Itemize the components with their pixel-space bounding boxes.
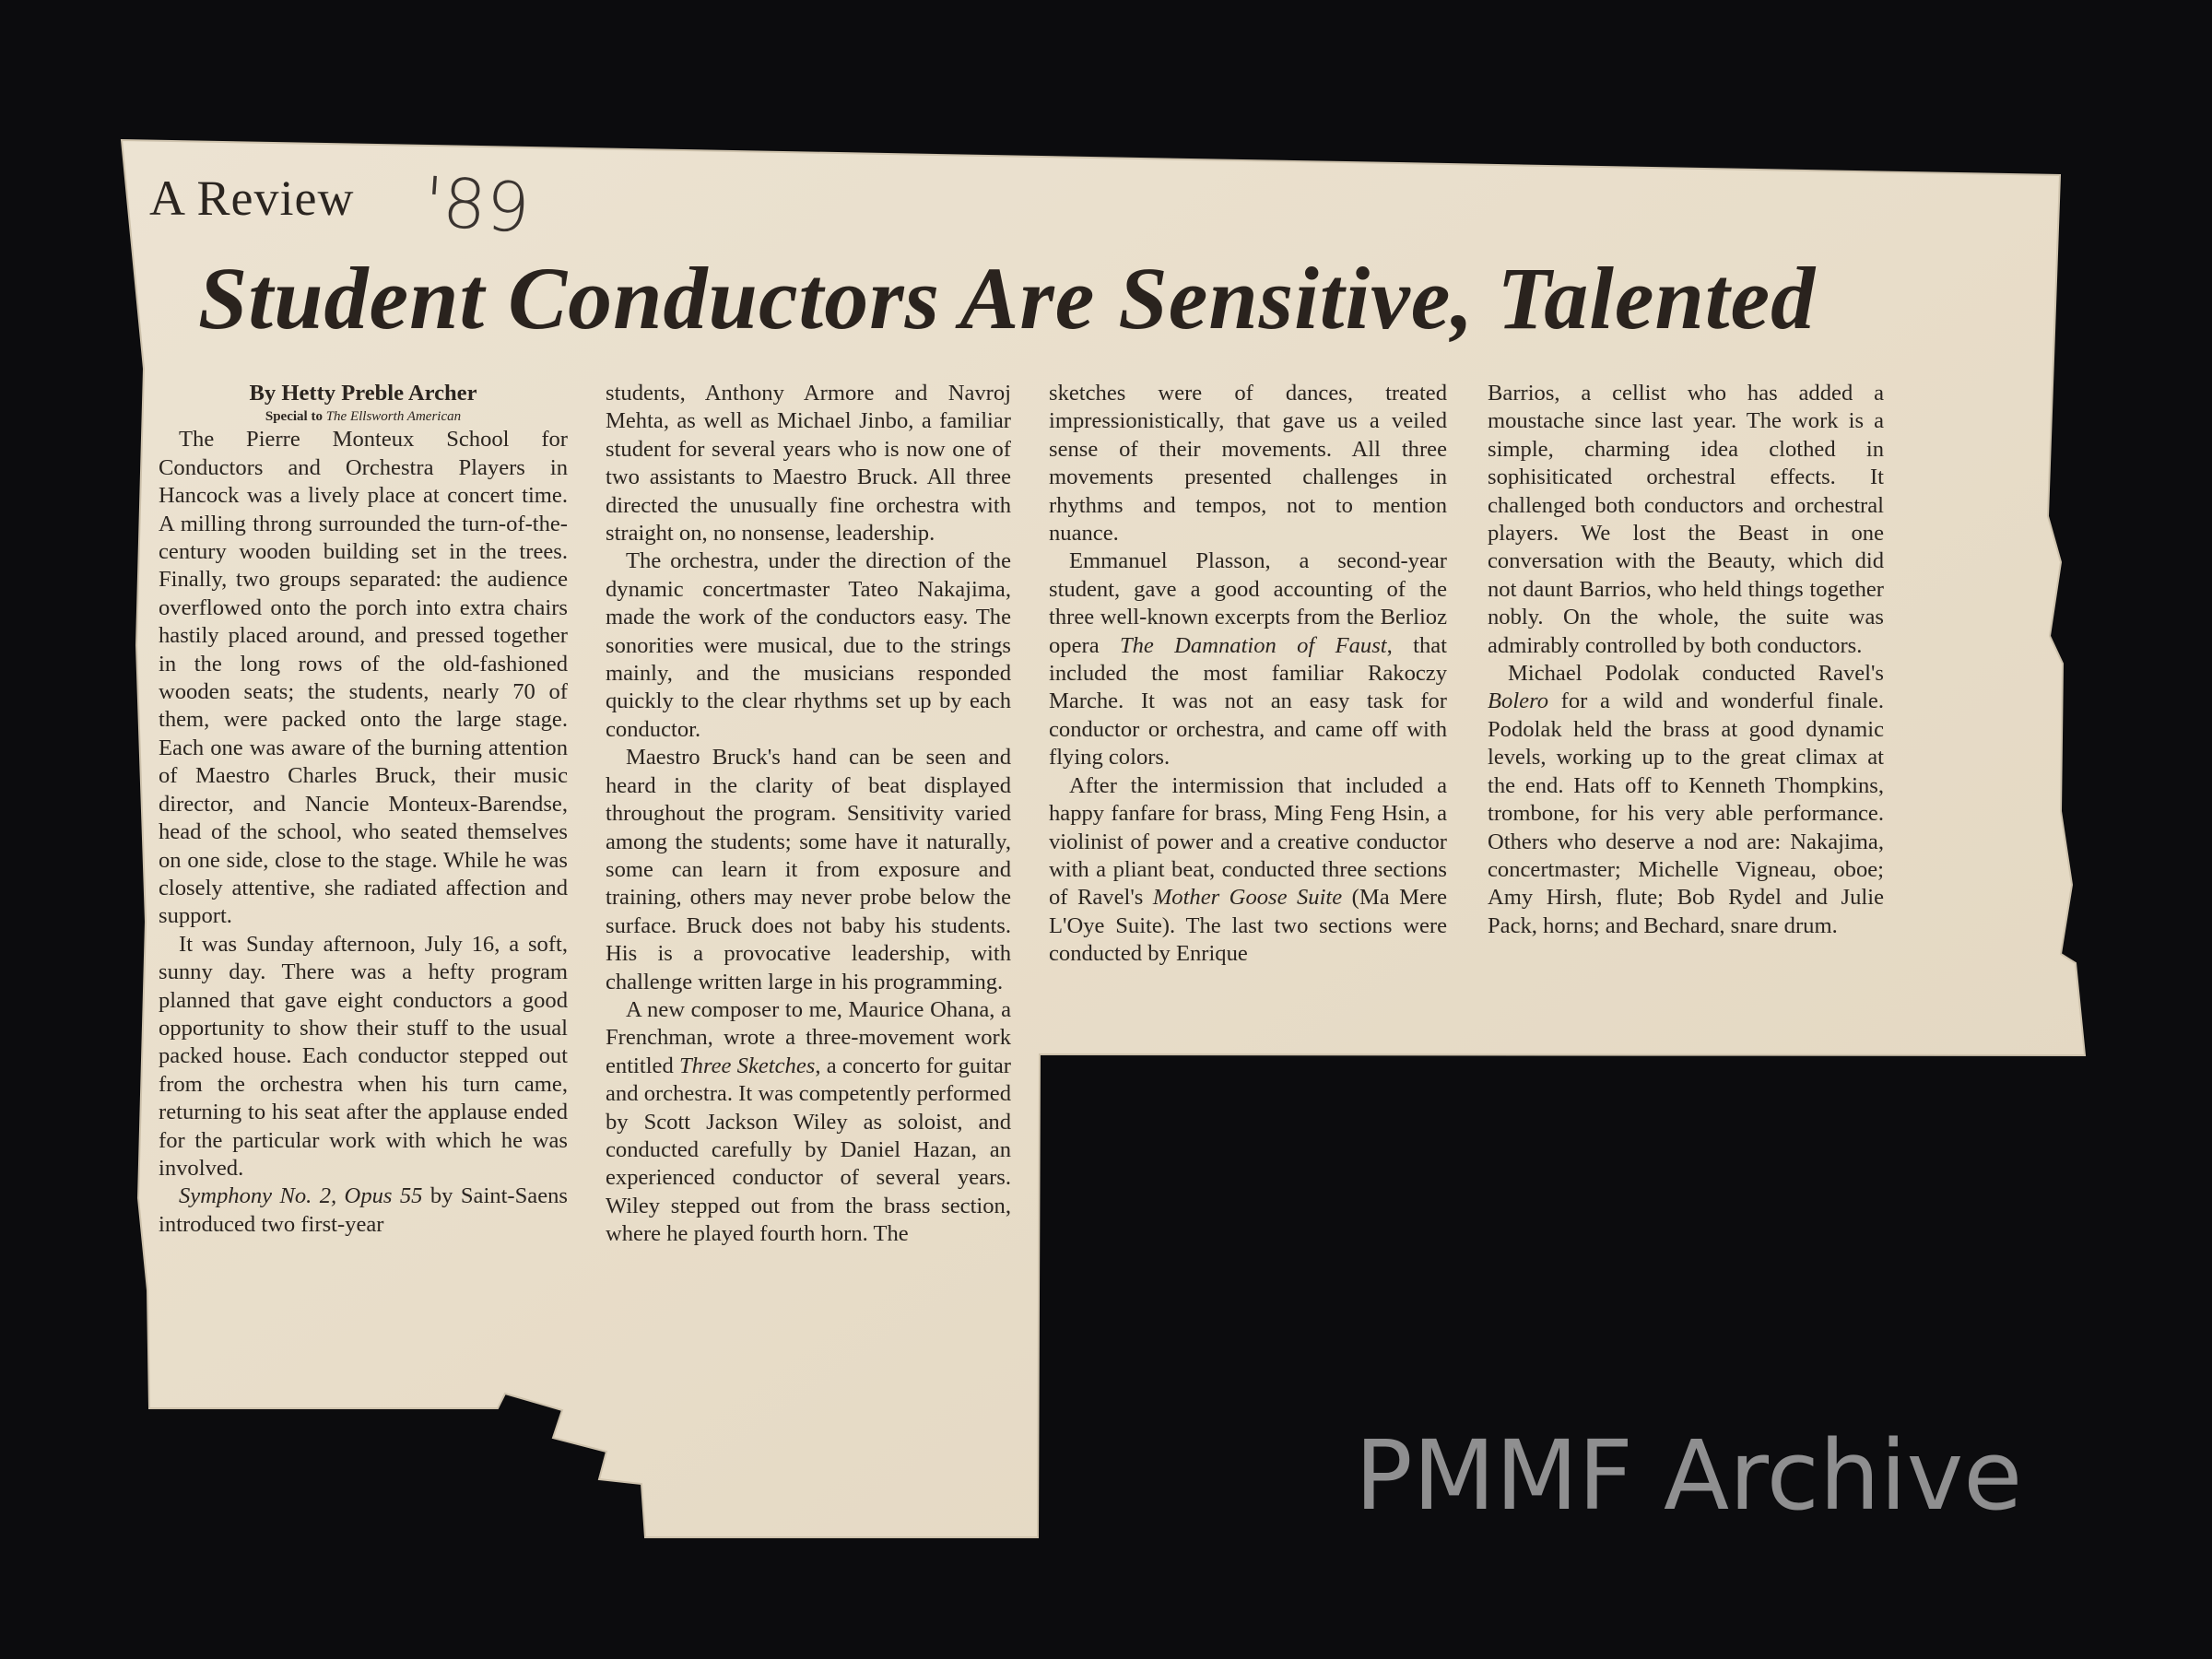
work-title: Bolero [1488,688,1549,714]
work-title: The Damnation of Faust [1119,632,1387,658]
paragraph-text: Michael Podolak conducted Ravel's [1508,661,1884,687]
publication-name: The Ellsworth American [325,409,462,425]
paragraph [606,996,1011,1249]
work-title: Three Sketches [678,1053,816,1078]
special-prefix: Special to [265,409,323,425]
article-column-2 [606,380,1011,1249]
special-credit [159,407,568,426]
paragraph-text: (Ma Mere L'Oye Suite). The last two sections were conducted by Enrique [1049,885,1447,967]
article-column-4 [1488,380,1884,940]
paragraph: students, Anthony Armore and Navroj Mehta, as well as Michael Jinbo, a familiar student for several years who is now one of two assistants to Maestro Bruck. All three directed the unusually fine orchestra with straight on, no nonsense, leadership. [606,381,1011,547]
paragraph-text: Emmanuel Plasson, a second-year student, gave a good accounting of the three well-known excerpts from the Berlioz opera [1049,548,1447,658]
section-kicker: A Review [149,171,355,226]
paragraph-text: , that included the most familiar Rakoczy Marche. It was not an easy task for conductor or orchestra, and came off with flying colors. [1049,632,1447,771]
paragraph [1049,547,1447,771]
paragraph: Barrios, a cellist who has added a moustache since last year. The work is a simple, charming idea clothed in sophisiticated orchestral effects. It challenged both conductors and orchestral players. We lost the Beast in one conversation with the Beauty, which did not daunt Barrios, who held things together nobly. On the whole, the suite was admirably controlled by both conductors. [1488,381,1884,658]
paragraph [159,1182,568,1239]
paragraph: The orchestra, under the direction of the dynamic concertmaster Tateo Nakajima, made the work of the conductors easy. The sonorities were musical, due to the strings mainly, and the musicians responded quickly to the clear rhythms set up by each conductor. [606,548,1011,742]
paragraph: It was Sunday afternoon, July 16, a soft, sunny day. There was a hefty program planned that gave eight conductors a good opportunity to show their stuff to the usual packed house. Each conductor stepped out from the orchestra when his turn came, returning to his seat after the applause ended for the particular work with which he was involved. [159,931,568,1181]
paragraph-text: by Saint-Saens introduced two first-year [159,1183,568,1237]
handwritten-year: '89 [421,162,533,249]
byline: By Hetty Preble Archer [249,381,477,406]
paragraph-text: for a wild and wonderful finale. Podolak held the brass at good dynamic levels, working up to the great climax at the end. Hats off to Kenneth Thompkins, trombone, for his very able performance. Others who deserve a nod are: Nakajima, concertmaster; Michelle Vigneau, oboe; Amy Hirsh, flute; Bob Rydel and Julie Pack, horns; and Bechard, snare drum. [1488,688,1884,938]
paragraph: The Pierre Monteux School for Conductors and Orchestra Players in Hancock was a lively place at concert time. A milling throng surrounded the turn-of-the-century wooden building set in the trees. Finally, two groups separated: the audience overflowed onto the porch into extra chairs hastily placed around, and pressed together in the long rows of the old-fashioned wooden seats; the students, nearly 70 of them, were packed onto the large stage. Each one was aware of the burning attention of Maestro Charles Bruck, their music director, and Nancie Monteux-Barendse, head of the school, who seated themselves on one side, close to the stage. While he was closely attentive, she radiated affection and support. [159,427,568,929]
paragraph-text: , a concerto for guitar and orchestra. It was competently performed by Scott Jackson Wiley as soloist, and conducted carefully by Daniel Hazan, an experienced conductor of several years. Wiley stepped out from the brass section, where he played fourth horn. The [606,1053,1011,1247]
archive-watermark: PMMF Archive [1355,1419,2023,1532]
article-column-3 [1049,380,1447,969]
paragraph: Maestro Bruck's hand can be seen and heard in the clarity of beat displayed throughout the program. Sensitivity varied among the students; some have it naturally, some can learn it from exposure and training, others may never probe below the surface. Bruck does not baby his students. His is a provocative leadership, with challenge written large in his programming. [606,745,1011,994]
paragraph-text: After the intermission that included a happy fanfare for brass, Ming Feng Hsin, a violinist of power and a creative conductor with a pliant beat, conducted three sections of Ravel's [1049,772,1447,911]
work-title: Mother Goose Suite [1152,885,1343,911]
work-title: Symphony No. 2, Opus 55 [179,1183,423,1209]
paragraph: sketches were of dances, treated impressionistically, that gave us a veiled sense of their movements. All three movements presented challenges in rhythms and tempos, not to mention nuance. [1049,381,1447,547]
article-column-1 [159,380,568,1239]
paragraph-text: A new composer to me, Maurice Ohana, a Frenchman, wrote a three-movement work entitled [606,996,1011,1078]
paragraph [1049,772,1447,969]
headline: Student Conductors Are Sensitive, Talented [198,249,1817,347]
paragraph [1488,660,1884,940]
